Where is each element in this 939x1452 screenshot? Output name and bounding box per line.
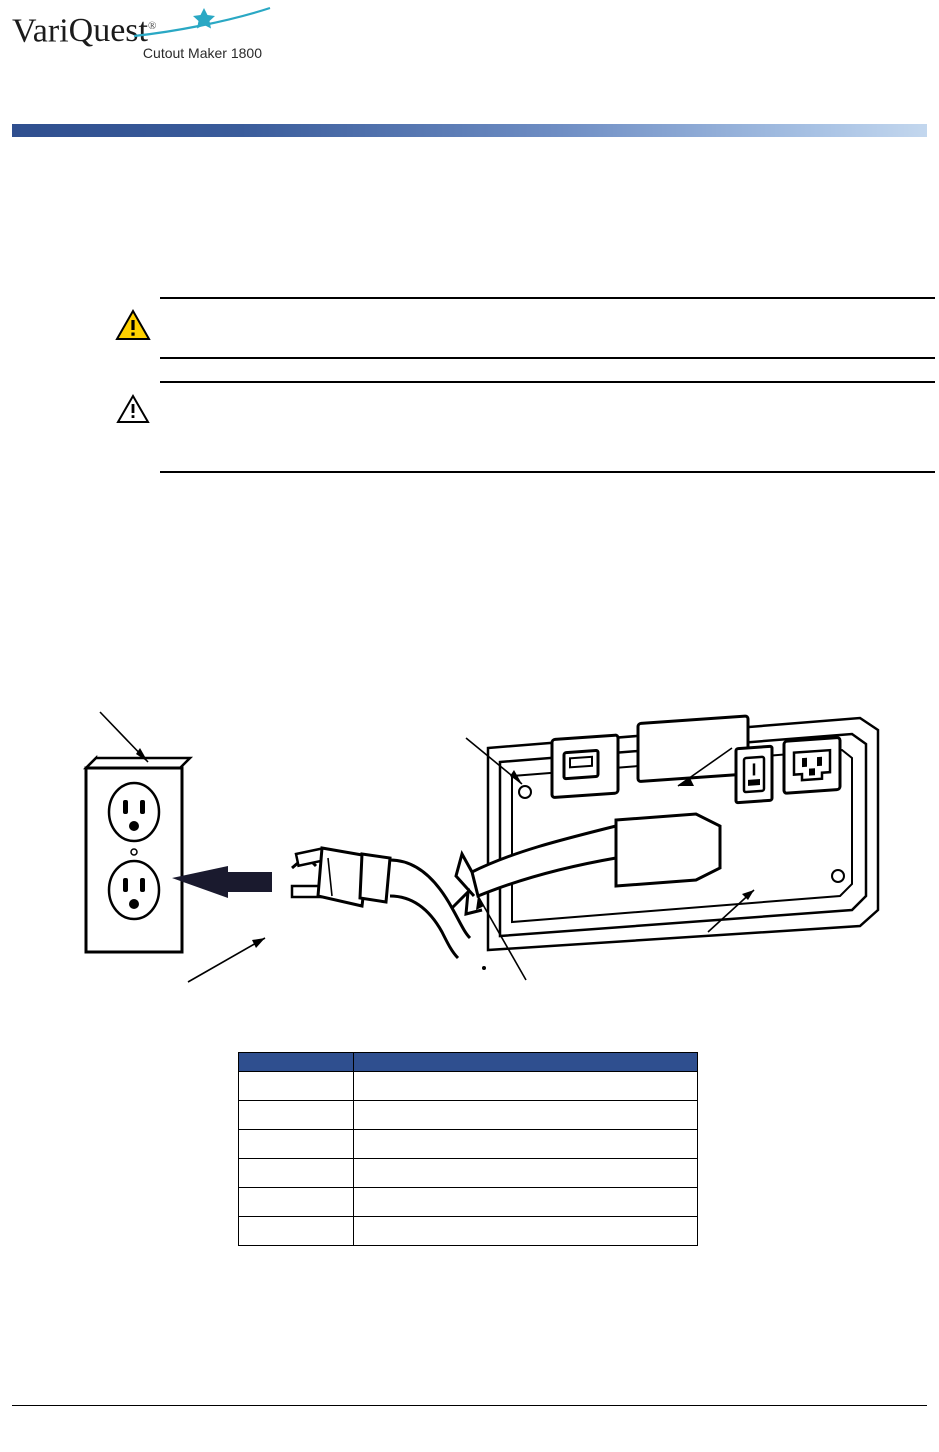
table-row (239, 1130, 698, 1159)
legend-table (238, 1052, 698, 1246)
header-gradient-bar (12, 124, 927, 137)
table-cell-number (239, 1217, 354, 1246)
table-cell-number (239, 1188, 354, 1217)
table-header-cell-description (354, 1053, 698, 1072)
table-cell-description (354, 1188, 698, 1217)
table-header-cell-number (239, 1053, 354, 1072)
outlet-leader-line (100, 712, 148, 762)
footer-divider (12, 1405, 927, 1406)
table-cell-description (354, 1217, 698, 1246)
logo-product-name: Cutout Maker 1800 (142, 45, 262, 62)
logo-text-quest: Quest (68, 12, 148, 50)
cord-leader-line (188, 938, 265, 982)
caution-box-1 (160, 297, 935, 359)
connection-diagram (60, 700, 939, 1000)
table-cell-description (354, 1072, 698, 1101)
power-plug-graphic (292, 848, 390, 906)
caution-2-body (160, 383, 935, 395)
instruction-steps (130, 495, 920, 519)
table-cell-number (239, 1159, 354, 1188)
table-cell-number (239, 1072, 354, 1101)
registered-mark: ® (147, 20, 157, 32)
table-cell-description (354, 1159, 698, 1188)
table-row (239, 1159, 698, 1188)
diagram-svg (60, 700, 939, 1000)
logo-text-vari: Vari (12, 12, 69, 50)
logo-wordmark (12, 8, 272, 49)
insert-arrow-icon (172, 866, 272, 898)
warning-triangle-yellow-icon (115, 309, 151, 341)
table-row (239, 1188, 698, 1217)
table-row (239, 1101, 698, 1130)
table-cell-description (354, 1101, 698, 1130)
table-row (239, 1072, 698, 1101)
table-header-row (239, 1053, 698, 1072)
warning-triangle-outline-icon (115, 393, 151, 425)
table-cell-number (239, 1130, 354, 1159)
caution-1-body (160, 299, 935, 311)
caution-box-2 (160, 381, 935, 473)
brand-logo (12, 8, 272, 66)
table-cell-number (239, 1101, 354, 1130)
wall-outlet-graphic (86, 758, 190, 952)
table-row (239, 1217, 698, 1246)
table-cell-description (354, 1130, 698, 1159)
